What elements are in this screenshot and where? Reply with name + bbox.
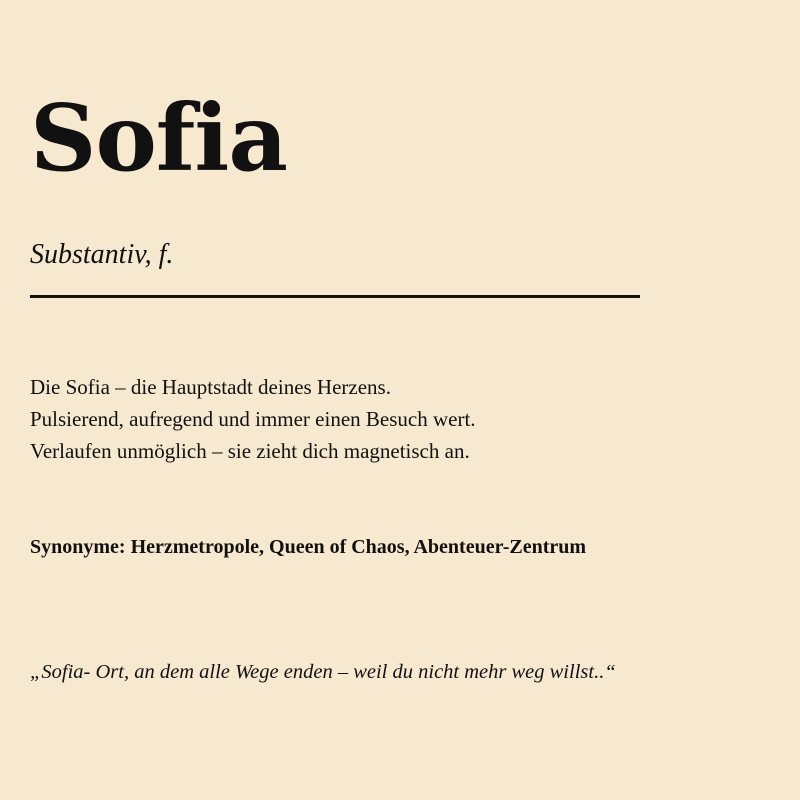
- definition-line: Die Sofia – die Hauptstadt deines Herzens.: [30, 375, 391, 399]
- synonyms-line: Synonyme: Herzmetropole, Queen of Chaos, Abenteuer-Zentrum: [30, 536, 587, 558]
- divider: [30, 295, 640, 298]
- definition-text: [30, 372, 476, 468]
- definition-line: Verlaufen unmöglich – sie zieht dich magnetisch an.: [30, 438, 470, 463]
- definition-line: Pulsierend, aufregend und immer einen Besuch wert.: [30, 406, 476, 431]
- quote-line: „Sofia- Ort, an dem alle Wege enden – weil du nicht mehr weg willst..“: [30, 661, 616, 683]
- entry-word: Sofia: [30, 84, 287, 192]
- part-of-speech: Substantiv, f.: [30, 239, 174, 270]
